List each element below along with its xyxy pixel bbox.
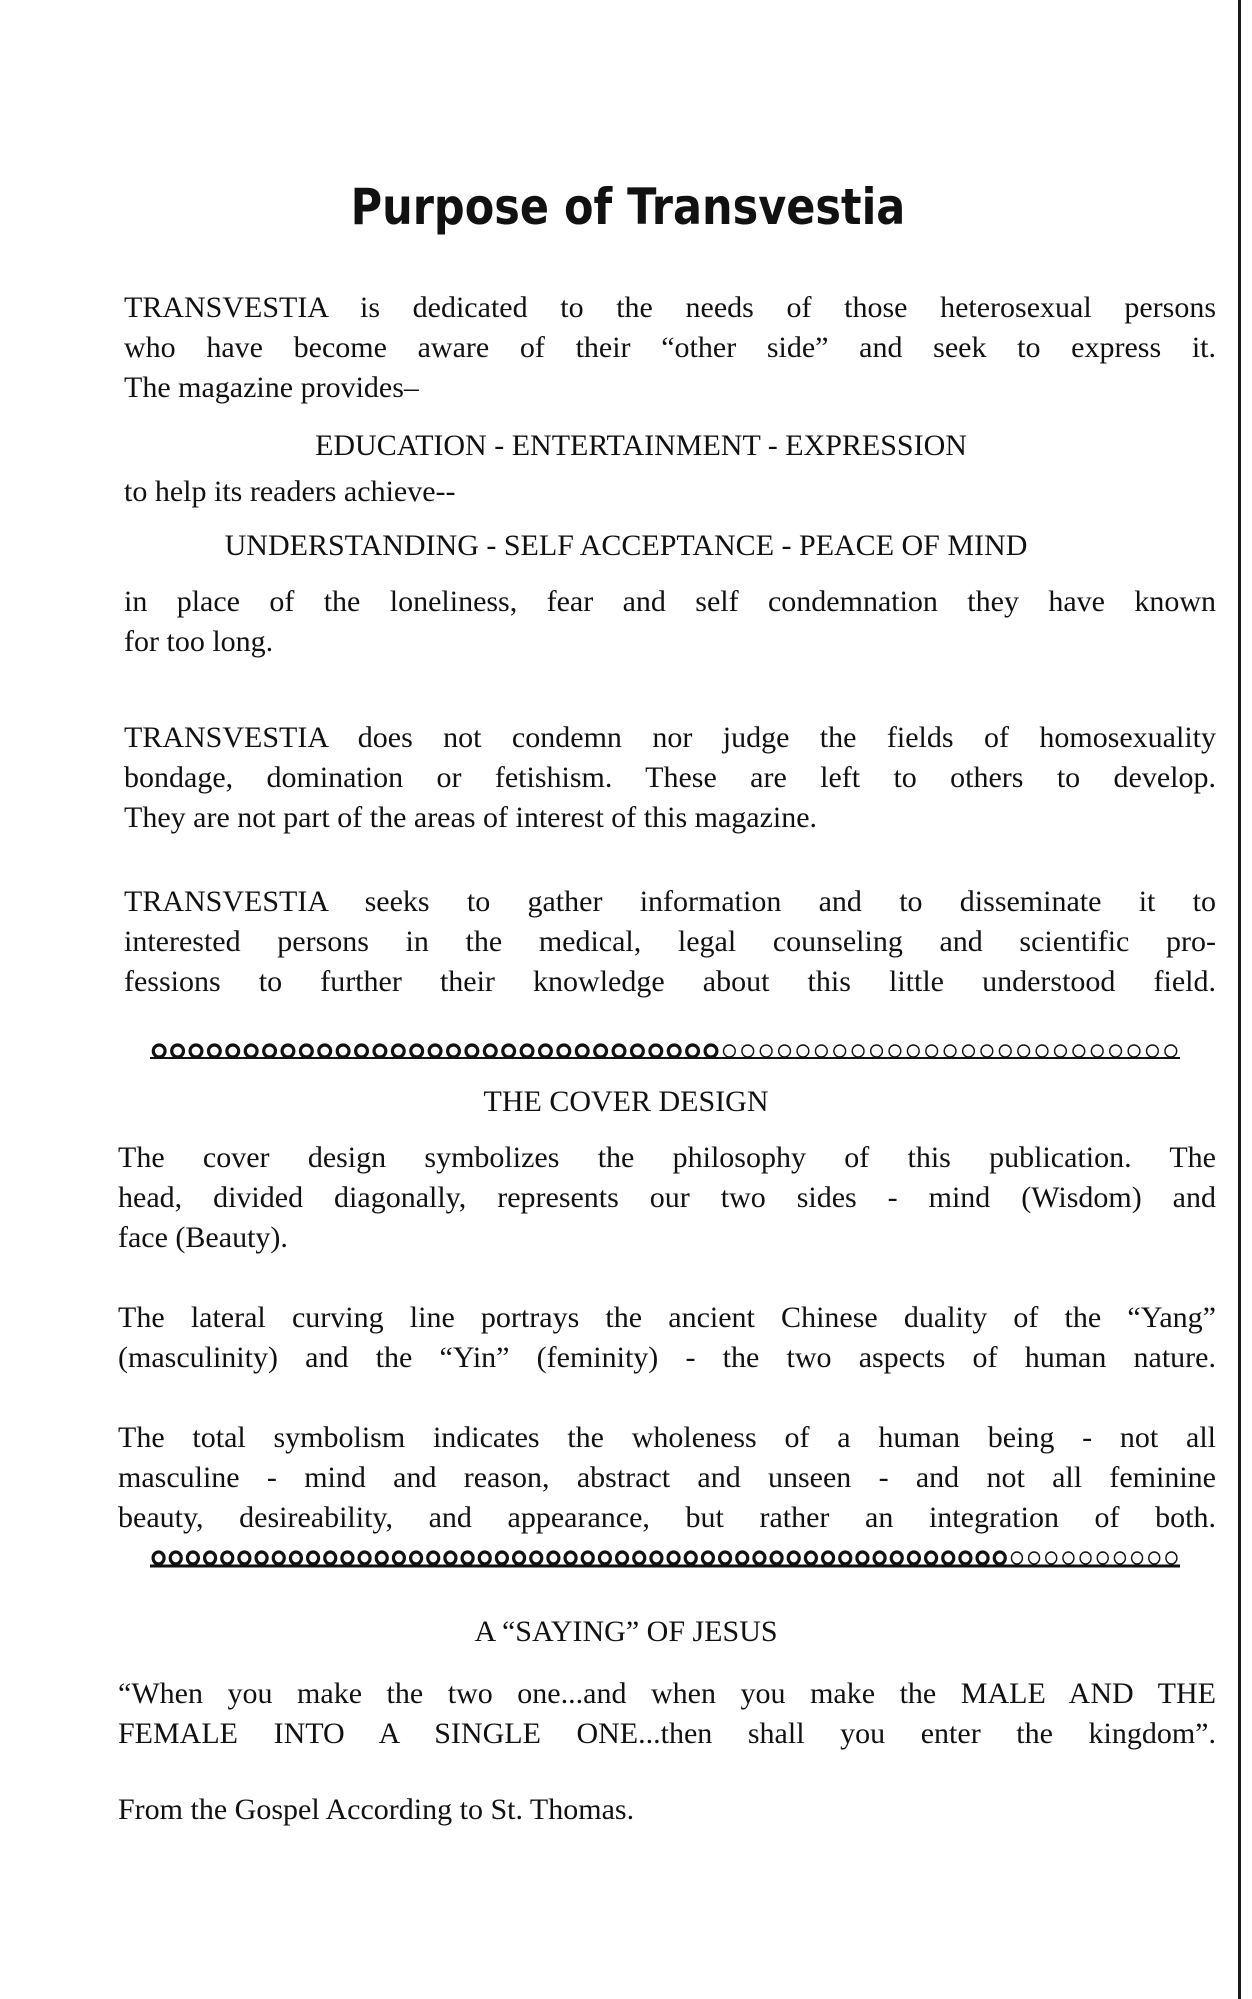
- motto-understanding: UNDERSTANDING - SELF ACCEPTANCE - PEACE OF MIND: [224, 529, 1028, 562]
- cover-paragraph-1: [118, 1138, 1216, 1258]
- seeks-paragraph: [124, 882, 1216, 1002]
- decorative-border-top: [150, 1040, 1180, 1064]
- text-line: The lateral curving line portrays the ancient Chinese duality of the “Yang”: [118, 1301, 1216, 1334]
- page-title: Purpose of Transvestia: [350, 178, 906, 236]
- text-line: who have become aware of their “other side” and seek to express it.: [124, 331, 1216, 364]
- cover-paragraph-3: [118, 1418, 1216, 1538]
- motto-education: EDUCATION - ENTERTAINMENT - EXPRESSION: [315, 429, 967, 462]
- decorative-border-bottom: [150, 1546, 1180, 1570]
- cover-paragraph-2: [118, 1298, 1216, 1378]
- page-edge-rule: [1238, 0, 1241, 1999]
- text-line: interested persons in the medical, legal counseling and scientific pro-: [124, 925, 1216, 958]
- text-line: (masculinity) and the “Yin” (feminity) - the two aspects of human nature.: [118, 1341, 1216, 1374]
- text-line: From the Gospel According to St. Thomas.: [118, 1793, 635, 1826]
- text-line: head, divided diagonally, represents our two sides - mind (Wisdom) and: [118, 1181, 1216, 1214]
- text-line: beauty, desireability, and appearance, but rather an integration of both.: [118, 1501, 1216, 1534]
- text-line: to help its readers achieve--: [124, 475, 456, 508]
- text-line: The cover design symbolizes the philosophy of this publication. The: [118, 1141, 1216, 1174]
- achieve-paragraph: [124, 472, 1216, 512]
- place-paragraph: [124, 582, 1216, 662]
- text-line: TRANSVESTIA seeks to gather information and to disseminate it to: [124, 885, 1216, 918]
- saying-heading: A “SAYING” OF JESUS: [474, 1615, 778, 1648]
- text-line: FEMALE INTO A SINGLE ONE...then shall you enter the kingdom”.: [118, 1717, 1216, 1750]
- text-line: masculine - mind and reason, abstract and unseen - and not all feminine: [118, 1461, 1216, 1494]
- intro-paragraph: [124, 288, 1216, 408]
- text-line: face (Beauty).: [118, 1221, 288, 1254]
- text-line: for too long.: [124, 625, 274, 658]
- text-line: TRANSVESTIA is dedicated to the needs of those heterosexual persons: [124, 291, 1216, 324]
- text-line: TRANSVESTIA does not condemn nor judge the fields of homosexuality: [124, 721, 1216, 754]
- text-line: They are not part of the areas of interest of this magazine.: [124, 801, 818, 834]
- text-line: The total symbolism indicates the wholeness of a human being - not all: [118, 1421, 1216, 1454]
- text-line: The magazine provides–: [124, 371, 419, 404]
- text-line: in place of the loneliness, fear and self condemnation they have known: [124, 585, 1216, 618]
- cover-design-heading: THE COVER DESIGN: [483, 1085, 769, 1118]
- text-line: “When you make the two one...and when you make the MALE AND THE: [118, 1677, 1216, 1710]
- saying-quote: [118, 1674, 1216, 1754]
- saying-source: [118, 1790, 1216, 1830]
- text-line: bondage, domination or fetishism. These are left to others to develop.: [124, 761, 1216, 794]
- condemn-paragraph: [124, 718, 1216, 838]
- text-line: fessions to further their knowledge about this little understood field.: [124, 965, 1216, 998]
